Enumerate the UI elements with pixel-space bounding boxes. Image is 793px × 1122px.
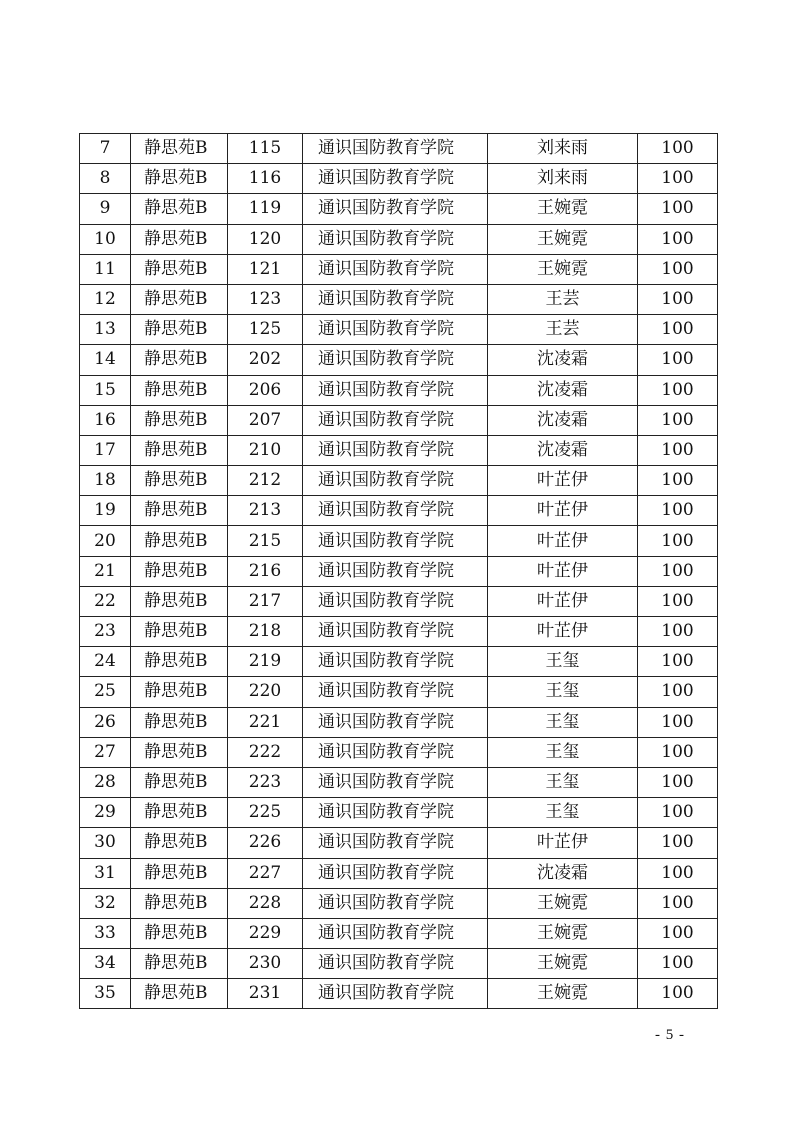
table-row <box>80 284 718 314</box>
cell-number: 35 <box>80 979 131 1009</box>
cell-person: 叶芷伊 <box>488 526 638 556</box>
cell-person: 王婉霓 <box>488 194 638 224</box>
cell-room: 216 <box>228 556 303 586</box>
cell-building: 静思苑B <box>131 164 228 194</box>
cell-person: 王婉霓 <box>488 918 638 948</box>
table-row <box>80 677 718 707</box>
cell-person: 刘来雨 <box>488 134 638 164</box>
cell-person: 王玺 <box>488 707 638 737</box>
table-row <box>80 375 718 405</box>
cell-building: 静思苑B <box>131 496 228 526</box>
table-row <box>80 737 718 767</box>
table-row <box>80 496 718 526</box>
cell-score: 100 <box>638 164 718 194</box>
cell-building: 静思苑B <box>131 979 228 1009</box>
cell-building: 静思苑B <box>131 435 228 465</box>
cell-building: 静思苑B <box>131 858 228 888</box>
cell-person: 叶芷伊 <box>488 617 638 647</box>
cell-unit: 通识国防教育学院 <box>303 466 488 496</box>
cell-number: 9 <box>80 194 131 224</box>
cell-room: 212 <box>228 466 303 496</box>
cell-room: 125 <box>228 315 303 345</box>
cell-score: 100 <box>638 979 718 1009</box>
cell-building: 静思苑B <box>131 647 228 677</box>
cell-building: 静思苑B <box>131 798 228 828</box>
cell-score: 100 <box>638 194 718 224</box>
cell-unit: 通识国防教育学院 <box>303 798 488 828</box>
cell-score: 100 <box>638 647 718 677</box>
cell-score: 100 <box>638 828 718 858</box>
cell-unit: 通识国防教育学院 <box>303 979 488 1009</box>
cell-score: 100 <box>638 617 718 647</box>
cell-unit: 通识国防教育学院 <box>303 134 488 164</box>
cell-person: 王婉霓 <box>488 888 638 918</box>
cell-number: 10 <box>80 224 131 254</box>
cell-unit: 通识国防教育学院 <box>303 647 488 677</box>
cell-room: 218 <box>228 617 303 647</box>
cell-person: 叶芷伊 <box>488 586 638 616</box>
cell-unit: 通识国防教育学院 <box>303 888 488 918</box>
cell-unit: 通识国防教育学院 <box>303 737 488 767</box>
cell-score: 100 <box>638 345 718 375</box>
cell-room: 222 <box>228 737 303 767</box>
cell-room: 123 <box>228 284 303 314</box>
cell-number: 18 <box>80 466 131 496</box>
cell-score: 100 <box>638 556 718 586</box>
cell-room: 213 <box>228 496 303 526</box>
cell-person: 沈凌霜 <box>488 405 638 435</box>
cell-person: 王婉霓 <box>488 254 638 284</box>
cell-room: 206 <box>228 375 303 405</box>
cell-unit: 通识国防教育学院 <box>303 435 488 465</box>
cell-room: 217 <box>228 586 303 616</box>
cell-building: 静思苑B <box>131 315 228 345</box>
cell-score: 100 <box>638 466 718 496</box>
cell-unit: 通识国防教育学院 <box>303 194 488 224</box>
cell-room: 215 <box>228 526 303 556</box>
cell-building: 静思苑B <box>131 194 228 224</box>
cell-unit: 通识国防教育学院 <box>303 496 488 526</box>
cell-number: 30 <box>80 828 131 858</box>
cell-unit: 通识国防教育学院 <box>303 345 488 375</box>
cell-unit: 通识国防教育学院 <box>303 617 488 647</box>
table-row <box>80 435 718 465</box>
cell-unit: 通识国防教育学院 <box>303 949 488 979</box>
cell-score: 100 <box>638 798 718 828</box>
cell-score: 100 <box>638 677 718 707</box>
cell-room: 219 <box>228 647 303 677</box>
cell-building: 静思苑B <box>131 224 228 254</box>
cell-room: 115 <box>228 134 303 164</box>
cell-score: 100 <box>638 888 718 918</box>
cell-person: 王婉霓 <box>488 979 638 1009</box>
cell-number: 26 <box>80 707 131 737</box>
cell-unit: 通识国防教育学院 <box>303 526 488 556</box>
table-row <box>80 405 718 435</box>
cell-person: 叶芷伊 <box>488 828 638 858</box>
table-row <box>80 224 718 254</box>
cell-person: 叶芷伊 <box>488 496 638 526</box>
cell-building: 静思苑B <box>131 707 228 737</box>
cell-number: 16 <box>80 405 131 435</box>
cell-building: 静思苑B <box>131 254 228 284</box>
table-row <box>80 707 718 737</box>
cell-number: 15 <box>80 375 131 405</box>
cell-unit: 通识国防教育学院 <box>303 586 488 616</box>
cell-score: 100 <box>638 315 718 345</box>
cell-unit: 通识国防教育学院 <box>303 556 488 586</box>
table-row <box>80 858 718 888</box>
cell-number: 20 <box>80 526 131 556</box>
cell-person: 王玺 <box>488 767 638 797</box>
cell-person: 沈凌霜 <box>488 858 638 888</box>
table-row <box>80 194 718 224</box>
cell-number: 27 <box>80 737 131 767</box>
table-row <box>80 798 718 828</box>
cell-person: 王玺 <box>488 677 638 707</box>
table-row <box>80 767 718 797</box>
cell-room: 228 <box>228 888 303 918</box>
cell-score: 100 <box>638 134 718 164</box>
cell-number: 7 <box>80 134 131 164</box>
cell-building: 静思苑B <box>131 586 228 616</box>
cell-number: 11 <box>80 254 131 284</box>
cell-score: 100 <box>638 224 718 254</box>
cell-number: 34 <box>80 949 131 979</box>
table-row <box>80 918 718 948</box>
page-number: - 5 - <box>655 1027 685 1043</box>
cell-room: 207 <box>228 405 303 435</box>
cell-person: 叶芷伊 <box>488 556 638 586</box>
cell-number: 22 <box>80 586 131 616</box>
cell-room: 227 <box>228 858 303 888</box>
cell-building: 静思苑B <box>131 918 228 948</box>
cell-unit: 通识国防教育学院 <box>303 767 488 797</box>
cell-number: 17 <box>80 435 131 465</box>
cell-room: 226 <box>228 828 303 858</box>
cell-score: 100 <box>638 284 718 314</box>
cell-person: 王芸 <box>488 284 638 314</box>
cell-building: 静思苑B <box>131 737 228 767</box>
cell-person: 叶芷伊 <box>488 466 638 496</box>
cell-score: 100 <box>638 405 718 435</box>
cell-unit: 通识国防教育学院 <box>303 315 488 345</box>
cell-number: 31 <box>80 858 131 888</box>
cell-room: 119 <box>228 194 303 224</box>
cell-person: 沈凌霜 <box>488 345 638 375</box>
cell-number: 14 <box>80 345 131 375</box>
cell-score: 100 <box>638 496 718 526</box>
cell-number: 21 <box>80 556 131 586</box>
cell-score: 100 <box>638 918 718 948</box>
cell-building: 静思苑B <box>131 767 228 797</box>
cell-person: 王芸 <box>488 315 638 345</box>
cell-building: 静思苑B <box>131 345 228 375</box>
table-row <box>80 134 718 164</box>
cell-unit: 通识国防教育学院 <box>303 828 488 858</box>
cell-score: 100 <box>638 858 718 888</box>
cell-unit: 通识国防教育学院 <box>303 164 488 194</box>
cell-room: 230 <box>228 949 303 979</box>
cell-number: 29 <box>80 798 131 828</box>
cell-score: 100 <box>638 586 718 616</box>
cell-room: 121 <box>228 254 303 284</box>
cell-person: 刘来雨 <box>488 164 638 194</box>
cell-person: 王玺 <box>488 647 638 677</box>
cell-room: 120 <box>228 224 303 254</box>
cell-unit: 通识国防教育学院 <box>303 405 488 435</box>
cell-room: 221 <box>228 707 303 737</box>
table-row <box>80 556 718 586</box>
table-row <box>80 979 718 1009</box>
cell-number: 23 <box>80 617 131 647</box>
cell-score: 100 <box>638 435 718 465</box>
cell-person: 沈凌霜 <box>488 375 638 405</box>
cell-room: 220 <box>228 677 303 707</box>
cell-room: 116 <box>228 164 303 194</box>
cell-number: 33 <box>80 918 131 948</box>
cell-unit: 通识国防教育学院 <box>303 918 488 948</box>
cell-unit: 通识国防教育学院 <box>303 375 488 405</box>
table-row <box>80 466 718 496</box>
table-row <box>80 164 718 194</box>
dormitory-score-table <box>79 133 718 1009</box>
cell-number: 19 <box>80 496 131 526</box>
cell-building: 静思苑B <box>131 466 228 496</box>
cell-person: 王婉霓 <box>488 224 638 254</box>
cell-room: 223 <box>228 767 303 797</box>
cell-unit: 通识国防教育学院 <box>303 858 488 888</box>
cell-building: 静思苑B <box>131 134 228 164</box>
cell-room: 210 <box>228 435 303 465</box>
cell-room: 225 <box>228 798 303 828</box>
cell-building: 静思苑B <box>131 526 228 556</box>
cell-score: 100 <box>638 707 718 737</box>
cell-number: 8 <box>80 164 131 194</box>
cell-room: 229 <box>228 918 303 948</box>
cell-person: 王玺 <box>488 737 638 767</box>
table-row <box>80 254 718 284</box>
cell-person: 王婉霓 <box>488 949 638 979</box>
cell-building: 静思苑B <box>131 284 228 314</box>
cell-score: 100 <box>638 949 718 979</box>
cell-person: 沈凌霜 <box>488 435 638 465</box>
cell-room: 231 <box>228 979 303 1009</box>
cell-unit: 通识国防教育学院 <box>303 284 488 314</box>
table-row <box>80 315 718 345</box>
cell-building: 静思苑B <box>131 375 228 405</box>
cell-building: 静思苑B <box>131 888 228 918</box>
cell-number: 24 <box>80 647 131 677</box>
cell-score: 100 <box>638 737 718 767</box>
cell-number: 12 <box>80 284 131 314</box>
cell-number: 28 <box>80 767 131 797</box>
cell-number: 13 <box>80 315 131 345</box>
cell-score: 100 <box>638 254 718 284</box>
table-row <box>80 647 718 677</box>
table-row <box>80 828 718 858</box>
cell-room: 202 <box>228 345 303 375</box>
table-row <box>80 345 718 375</box>
cell-building: 静思苑B <box>131 677 228 707</box>
cell-number: 32 <box>80 888 131 918</box>
table-row <box>80 888 718 918</box>
table-row <box>80 617 718 647</box>
cell-unit: 通识国防教育学院 <box>303 677 488 707</box>
table-body <box>80 134 718 1009</box>
cell-number: 25 <box>80 677 131 707</box>
cell-score: 100 <box>638 375 718 405</box>
cell-score: 100 <box>638 526 718 556</box>
cell-building: 静思苑B <box>131 617 228 647</box>
cell-building: 静思苑B <box>131 405 228 435</box>
cell-person: 王玺 <box>488 798 638 828</box>
table-row <box>80 949 718 979</box>
cell-building: 静思苑B <box>131 949 228 979</box>
cell-unit: 通识国防教育学院 <box>303 254 488 284</box>
table-row <box>80 586 718 616</box>
cell-building: 静思苑B <box>131 828 228 858</box>
table-row <box>80 526 718 556</box>
cell-unit: 通识国防教育学院 <box>303 224 488 254</box>
cell-score: 100 <box>638 767 718 797</box>
cell-unit: 通识国防教育学院 <box>303 707 488 737</box>
cell-building: 静思苑B <box>131 556 228 586</box>
